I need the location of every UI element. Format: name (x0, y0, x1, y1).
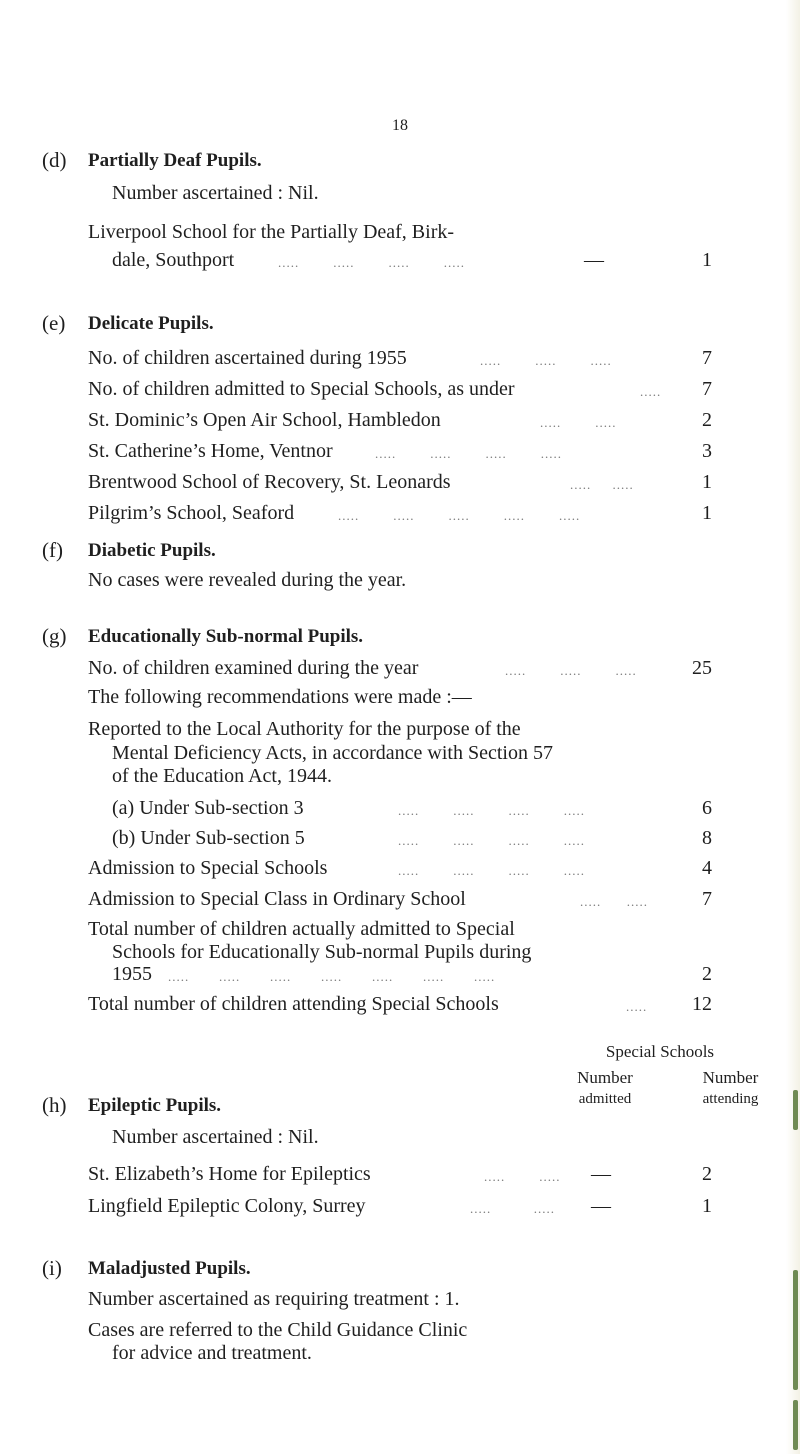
row-value: 1 (702, 502, 712, 524)
leader-dots: ..... ..... ..... ..... ..... ..... ..... (168, 969, 496, 984)
section-letter: (f) (42, 538, 63, 562)
section-text-1: Number ascertained as requiring treatment : 1. (88, 1288, 460, 1310)
section-heading: Delicate Pupils. (88, 313, 214, 334)
leader-dots: ..... ..... ..... ..... (278, 255, 465, 270)
leader-dots: ..... ..... (540, 415, 617, 430)
column-group-title: Special Schools (605, 1042, 715, 1061)
leader-dots: ..... ..... (580, 894, 648, 909)
admission-special-value: 4 (702, 857, 712, 879)
leader-dots: ..... ..... ..... ..... (375, 446, 562, 461)
column-header-attending-top: Number (702, 1068, 759, 1087)
row-label: Lingfield Epileptic Colony, Surrey (88, 1195, 366, 1217)
row-value: 7 (702, 347, 712, 369)
row-value: 1 (702, 471, 712, 493)
row-label: St. Elizabeth’s Home for Epileptics (88, 1163, 371, 1185)
school-name-line-1: Liverpool School for the Partially Deaf, Birk- (88, 221, 455, 243)
total-admitted-value: 2 (702, 963, 712, 985)
total-admitted-line-1: Total number of children actually admitted to Special (88, 918, 515, 940)
admission-class-label: Admission to Special Class in Ordinary School (88, 888, 466, 910)
admitted-dash: — (584, 249, 604, 271)
leader-dots: ..... (626, 999, 648, 1014)
leader-dots: ..... ..... ..... ..... ..... (338, 508, 581, 523)
recommendations-text: The following recommendations were made :— (88, 686, 472, 708)
row-value: 7 (702, 378, 712, 400)
total-admitted-line-3: 1955 (112, 963, 152, 985)
total-admitted-line-2: Schools for Educationally Sub-normal Pupils during (112, 941, 532, 963)
total-attending-label: Total number of children attending Special Schools (88, 993, 499, 1015)
leader-dots: ..... ..... ..... ..... (398, 833, 585, 848)
leader-dots: ..... ..... ..... (480, 353, 612, 368)
sub-b-label: (b) Under Sub-section 5 (112, 827, 305, 849)
leader-dots: ..... (640, 384, 662, 399)
reported-line-1: Reported to the Local Authority for the purpose of the (88, 718, 521, 740)
sub-a-value: 6 (702, 797, 712, 819)
row-label: No. of children admitted to Special Schools, as under (88, 378, 515, 400)
section-heading: Partially Deaf Pupils. (88, 150, 262, 171)
row-label: No. of children ascertained during 1955 (88, 347, 407, 369)
row-attending: 1 (702, 1195, 712, 1217)
row-label: St. Catherine’s Home, Ventnor (88, 440, 333, 462)
leader-dots: ..... ..... (470, 1201, 555, 1216)
section-text: No cases were revealed during the year. (88, 569, 407, 591)
section-letter: (e) (42, 311, 66, 335)
edge-mark (793, 1400, 798, 1450)
row-value: 2 (702, 409, 712, 431)
edge-mark (793, 1090, 798, 1130)
section-letter: (h) (42, 1093, 67, 1117)
examined-label: No. of children examined during the year (88, 657, 419, 679)
leader-dots: ..... ..... ..... ..... (398, 863, 585, 878)
school-name-line-2: dale, Southport (112, 249, 235, 271)
admission-class-value: 7 (702, 888, 712, 910)
sub-a-label: (a) Under Sub-section 3 (112, 797, 304, 819)
row-admitted: — (591, 1163, 611, 1185)
row-attending: 2 (702, 1163, 712, 1185)
reported-line-2: Mental Deficiency Acts, in accordance with Section 57 (112, 742, 553, 764)
section-text-2-line-2: for advice and treatment. (112, 1342, 312, 1364)
page-number: 18 (392, 117, 408, 134)
ascertained-text: Number ascertained : Nil. (112, 182, 319, 204)
section-letter: (g) (42, 624, 67, 648)
row-admitted: — (591, 1195, 611, 1217)
leader-dots: ..... ..... ..... ..... (398, 803, 585, 818)
row-label: St. Dominic’s Open Air School, Hambledon (88, 409, 441, 431)
row-value: 3 (702, 440, 712, 462)
leader-dots: ..... ..... (570, 477, 634, 492)
section-heading: Diabetic Pupils. (88, 540, 216, 561)
section-heading: Epileptic Pupils. (88, 1095, 222, 1116)
sub-b-value: 8 (702, 827, 712, 849)
reported-line-3: of the Education Act, 1944. (112, 765, 332, 787)
section-heading: Educationally Sub-normal Pupils. (88, 626, 364, 647)
leader-dots: ..... ..... (484, 1169, 561, 1184)
row-label: Brentwood School of Recovery, St. Leonards (88, 471, 451, 493)
section-heading: Maladjusted Pupils. (88, 1258, 251, 1279)
edge-mark (793, 1270, 798, 1390)
column-header-admitted-bottom: admitted (578, 1091, 632, 1107)
total-attending-value: 12 (692, 993, 712, 1015)
examined-value: 25 (692, 657, 712, 679)
paper-edge (786, 0, 800, 1454)
section-letter: (i) (42, 1256, 62, 1280)
admission-special-label: Admission to Special Schools (88, 857, 328, 879)
column-header-admitted-top: Number (577, 1068, 633, 1087)
section-letter: (d) (42, 148, 67, 172)
value: 1 (702, 249, 712, 271)
column-header-attending-bottom: attending (702, 1091, 759, 1107)
ascertained-text: Number ascertained : Nil. (112, 1126, 319, 1148)
row-label: Pilgrim’s School, Seaford (88, 502, 295, 524)
leader-dots: ..... ..... ..... (505, 663, 637, 678)
section-text-2-line-1: Cases are referred to the Child Guidance Clinic (88, 1319, 468, 1341)
